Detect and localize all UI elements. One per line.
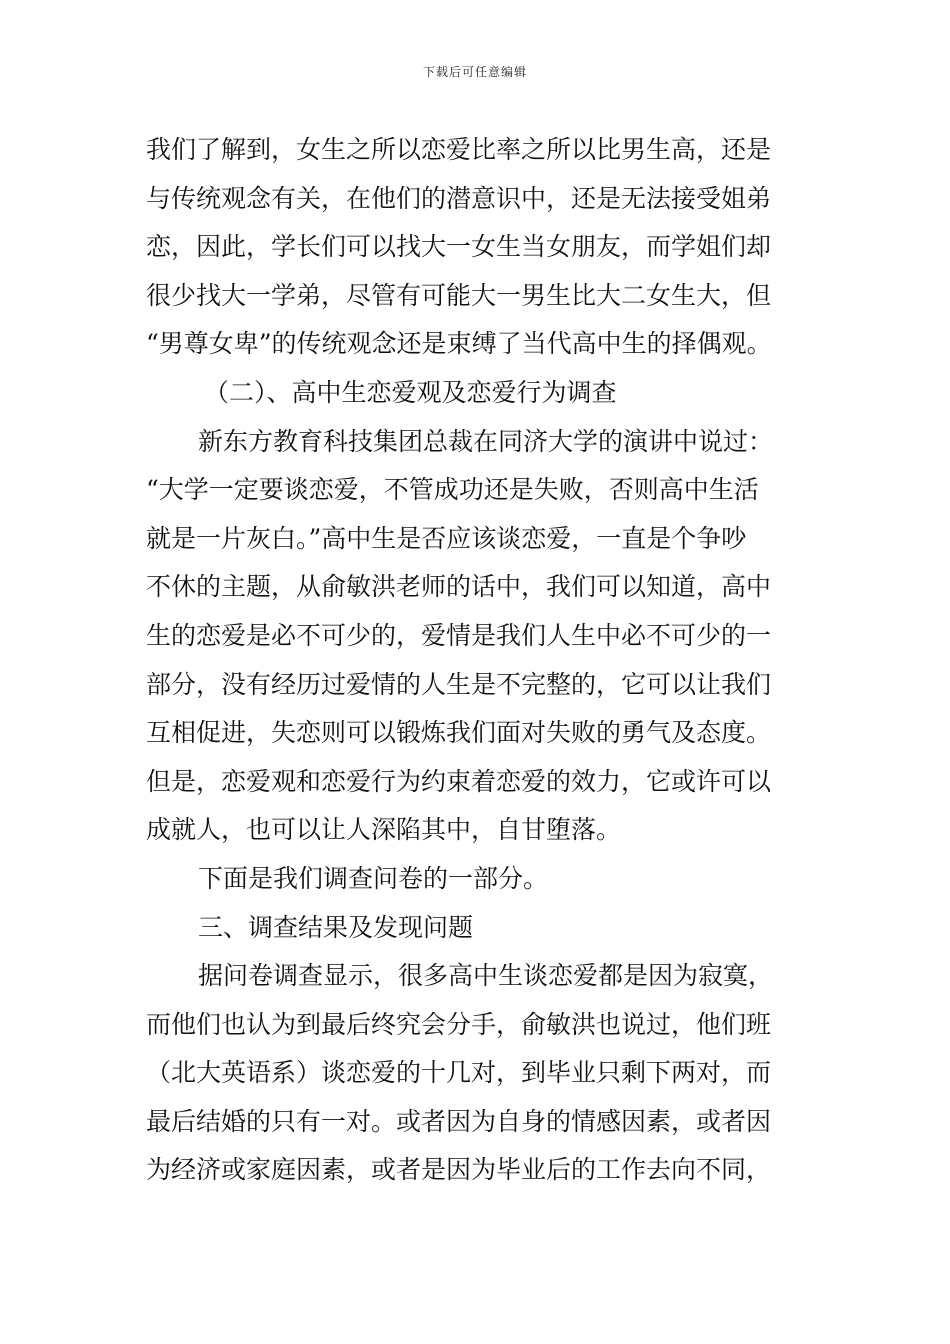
text-line: 很少找大一学弟，尽管有可能大一男生比大二女生大，但	[146, 280, 772, 310]
text-line: 新东方教育科技集团总裁在同济大学的演讲中说过：	[198, 426, 774, 456]
text-line: 而他们也认为到最后终究会分手，俞敏洪也说过，他们班	[146, 1009, 772, 1039]
text-line: 据问卷调查显示，很多高中生谈恋爱都是因为寂寞，	[198, 961, 774, 991]
text-line: 互相促进，失恋则可以锻炼我们面对失败的勇气及态度。	[146, 718, 772, 748]
text-line: 与传统观念有关，在他们的潜意识中，还是无法接受姐弟	[146, 183, 772, 213]
section-heading: （二）、高中生恋爱观及恋爱行为调查	[204, 377, 617, 407]
document-body	[146, 126, 808, 1195]
text-line: 恋，因此，学长们可以找大一女生当女朋友，而学姐们却	[146, 232, 772, 262]
text-line: 下面是我们调查问卷的一部分。	[198, 863, 549, 893]
text-line: “男尊女卑”的传统观念还是束缚了当代高中生的择偶观。	[146, 329, 772, 359]
text-line: 就是一片灰白。”高中生是否应该谈恋爱，一直是个争吵	[146, 523, 747, 553]
text-line: “大学一定要谈恋爱，不管成功还是失败，否则高中生活	[146, 475, 759, 505]
text-line: 生的恋爱是必不可少的，爱情是我们人生中必不可少的一	[146, 620, 772, 650]
text-line: （北大英语系）谈恋爱的十几对，到毕业只剩下两对，而	[146, 1058, 772, 1088]
page-header: 下载后可任意编辑	[422, 65, 527, 79]
text-line: 我们了解到，女生之所以恋爱比率之所以比男生高，还是	[146, 135, 772, 164]
text-line: 但是，恋爱观和恋爱行为约束着恋爱的效力，它或许可以	[146, 766, 772, 796]
text-line: 最后结婚的只有一对。或者因为自身的情感因素，或者因	[146, 1106, 772, 1136]
text-line: 为经济或家庭因素，或者是因为毕业后的工作去向不同，	[146, 1155, 772, 1185]
section-heading: 三、调查结果及发现问题	[198, 912, 474, 942]
text-line: 不休的主题，从俞敏洪老师的话中，我们可以知道，高中	[146, 572, 772, 602]
text-line: 部分，没有经历过爱情的人生是不完整的，它可以让我们	[146, 669, 772, 699]
text-line: 成就人，也可以让人深陷其中，自甘堕落。	[146, 815, 622, 845]
